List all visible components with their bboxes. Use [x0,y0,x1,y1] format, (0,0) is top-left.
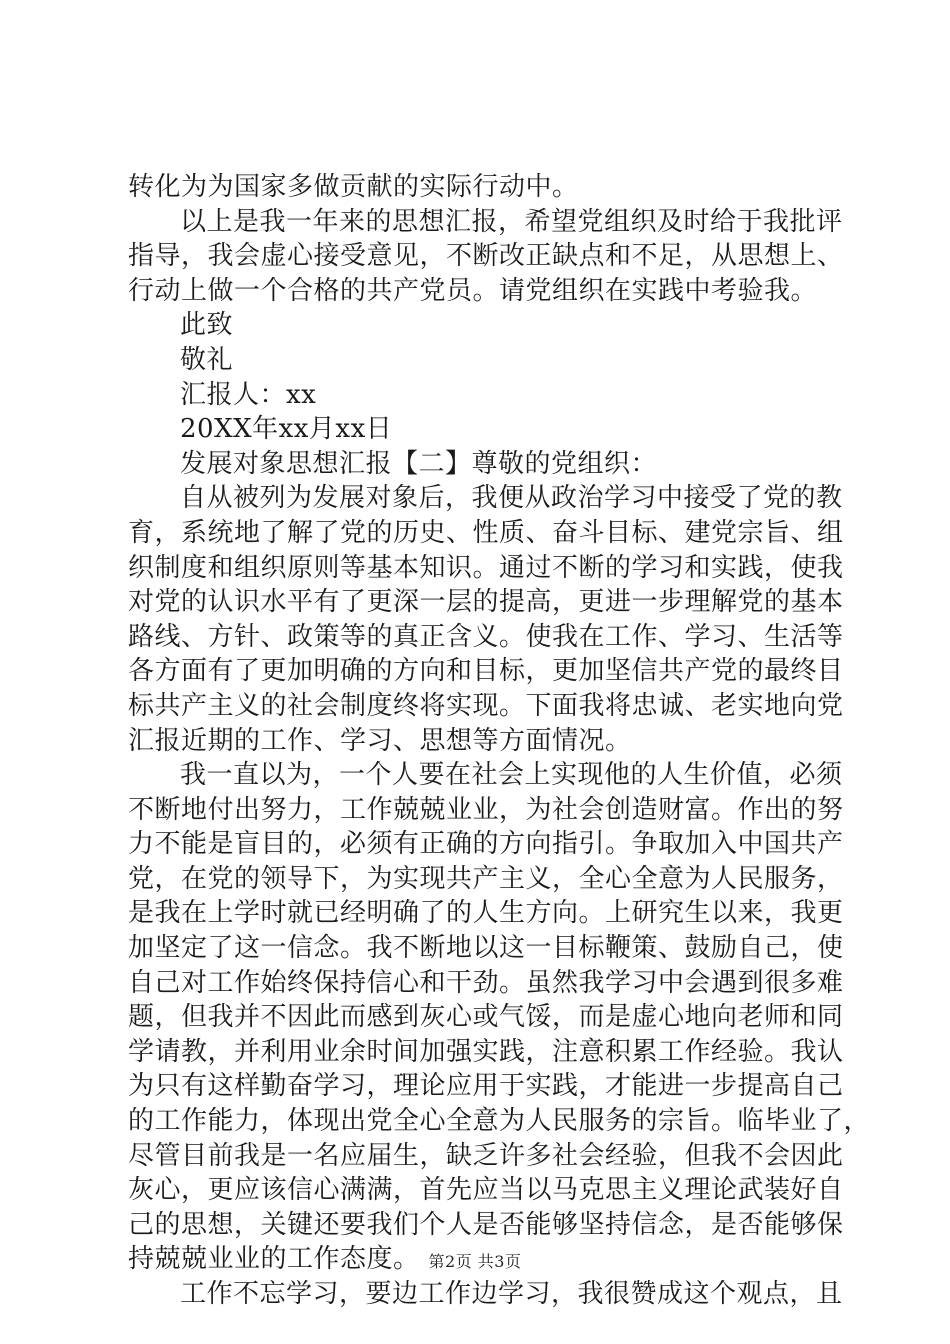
text-line: 各方面有了更加明确的方向和目标，更加坚信共产党的最终目 [128,656,844,687]
text-line: 对党的认识水平有了更深一层的提高，更进一步理解党的基本 [128,587,844,618]
text-line: 尽管目前我是一名应届生，缺乏许多社会经验，但我不会因此 [128,1140,844,1171]
text-line: 汇报人：xx [180,379,317,410]
text-line: 加坚定了这一信念。我不断地以这一目标鞭策、鼓励自己，使 [128,933,844,964]
text-line: 力不能是盲目的，必须有正确的方向指引。争取加入中国共产 [128,829,844,860]
text-line: 不断地付出努力，工作兢兢业业，为社会创造财富。作出的努 [128,794,844,825]
text-line: 育，系统地了解了党的历史、性质、奋斗目标、建党宗旨、组 [128,517,844,548]
text-line: 党，在党的领导下，为实现共产主义，全心全意为人民服务， [128,863,844,894]
text-line: 己的思想，关键还要我们个人是否能够坚持信念，是否能够保 [128,1209,844,1240]
text-line: 汇报近期的工作、学习、思想等方面情况。 [128,725,632,756]
text-line: 工作不忘学习，要边工作边学习，我很赞成这个观点，且 [180,1279,843,1309]
text-line: 持兢兢业业的工作态度。 [128,1244,420,1275]
text-line: 自从被列为发展对象后，我便从政治学习中接受了党的教 [180,483,843,514]
text-line: 敬礼 [180,344,234,375]
text-line: 为只有这样勤奋学习，理论应用于实践，才能进一步提高自己 [128,1071,844,1102]
text-line: 题，但我并不因此而感到灰心或气馁，而是虚心地向老师和同 [128,1002,844,1033]
text-line: 是我在上学时就已经明确了的人生方向。上研究生以来，我更 [128,898,844,929]
document-body [128,170,871,1312]
text-line: 此致 [180,310,234,341]
text-line: 学请教，并利用业余时间加强实践，注意积累工作经验。我认 [128,1036,844,1067]
text-line: 行动上做一个合格的共产党员。请党组织在实践中考验我。 [128,275,818,306]
text-line: 指导，我会虚心接受意见，不断改正缺点和不足，从思想上、 [128,241,844,272]
text-line: 路线、方针、政策等的真正含义。使我在工作、学习、生活等 [128,621,844,652]
text-line: 灰心，更应该信心满满，首先应当以马克思主义理论武装好自 [128,1175,844,1206]
text-line: 转化为为国家多做贡献的实际行动中。 [128,172,579,202]
text-line: 的工作能力，体现出党全心全意为人民服务的宗旨。临毕业了， [128,1106,871,1137]
text-line: 以上是我一年来的思想汇报，希望党组织及时给于我批评 [180,206,843,237]
text-line: 织制度和组织原则等基本知识。通过不断的学习和实践，使我 [128,552,844,583]
page-number-footer: 第2页 共3页 [428,1252,522,1271]
text-line: 20XX年xx月xx日 [180,414,393,445]
text-line: 发展对象思想汇报【二】尊敬的党组织： [180,448,658,479]
text-line: 自己对工作始终保持信心和干劲。虽然我学习中会遇到很多难 [128,967,844,998]
text-line: 我一直以为，一个人要在社会上实现他的人生价值，必须 [180,760,843,791]
text-line: 标共产主义的社会制度终将实现。下面我将忠诚、老实地向党 [128,690,844,721]
